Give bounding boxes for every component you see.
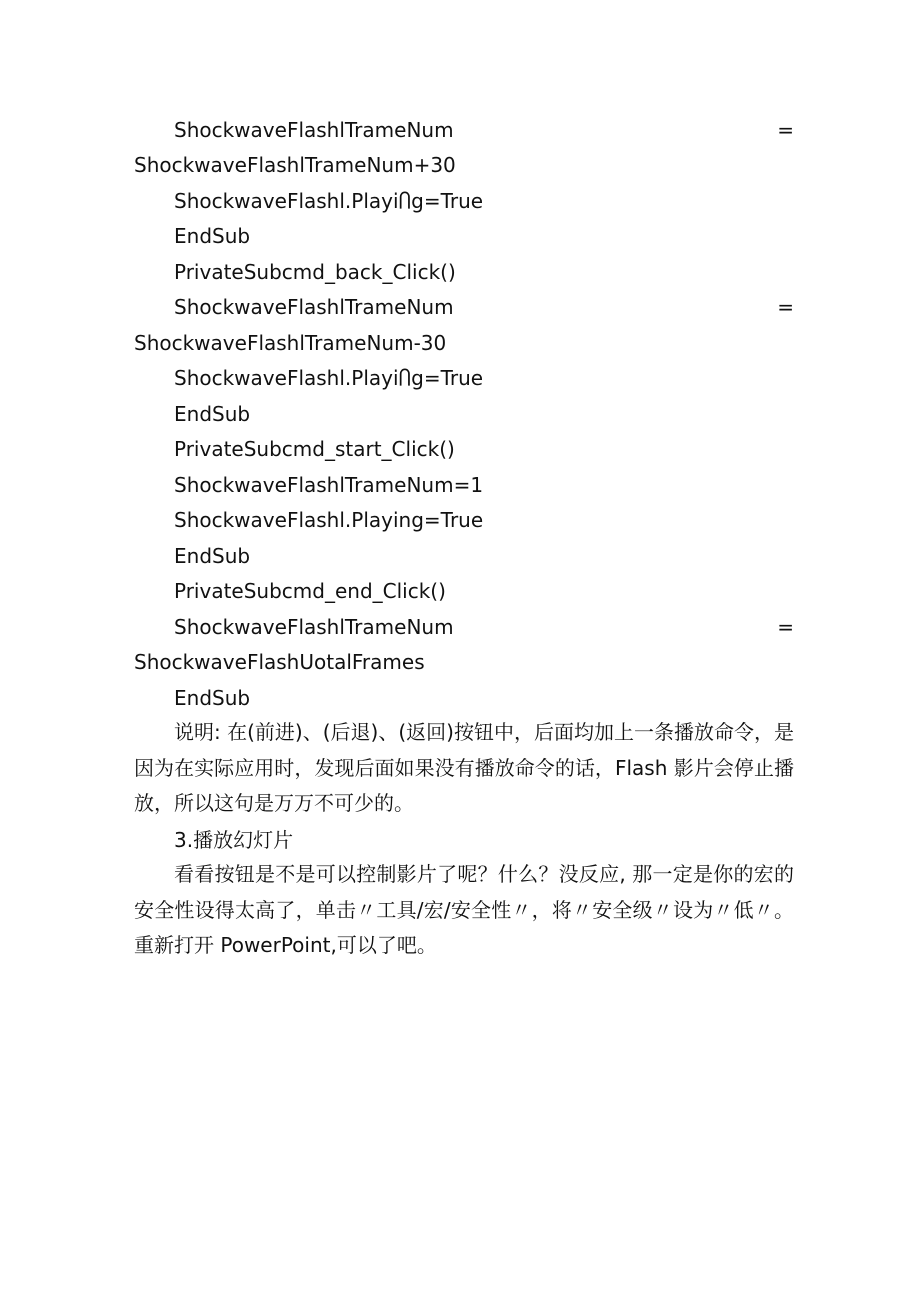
code-line: ShockwaveFlashlTrameNum+30 bbox=[134, 153, 456, 177]
code-text: = bbox=[777, 615, 794, 639]
code-text: = bbox=[777, 118, 794, 142]
code-line: ShockwaveFlashUotalFrames bbox=[134, 650, 425, 674]
code-text: ShockwaveFlashlTrameNum bbox=[174, 295, 454, 319]
code-line: EndSub bbox=[174, 402, 251, 426]
code-line bbox=[174, 112, 794, 148]
code-text: = bbox=[777, 295, 794, 319]
code-line: EndSub bbox=[174, 544, 251, 568]
code-text: ShockwaveFlashlTrameNum bbox=[174, 118, 454, 142]
code-line: ShockwaveFlashl.Playing=True bbox=[174, 508, 484, 532]
code-line: ShockwaveFlashl.PlayiႶg=True bbox=[174, 366, 484, 390]
section-heading: 3.播放幻灯片 bbox=[174, 828, 294, 852]
code-line: PrivateSubcmd_end_Click() bbox=[174, 579, 446, 603]
note-paragraph: 说明: 在(前进)、(后退)、(返回)按钮中，后面均加上一条播放命令，是因为在实际应用时，发现后面如果没有播放命令的话，Flash 影片会停止播放，所以这句是万万不可少的。 bbox=[134, 720, 794, 815]
code-line: EndSub bbox=[174, 224, 251, 248]
code-line: ShockwaveFlashlTrameNum=1 bbox=[174, 473, 484, 497]
body-paragraph: 看看按钮是不是可以控制影片了呢？什么？没反应, 那一定是你的宏的安全性设得太高了，单击〃工具/宏/安全性〃，将〃安全级〃设为〃低〃。重新打开 PowerPoint,可以了吧。 bbox=[134, 862, 794, 957]
code-line: PrivateSubcmd_back_Click() bbox=[174, 260, 456, 284]
code-text: ShockwaveFlashlTrameNum bbox=[174, 615, 454, 639]
code-line: PrivateSubcmd_start_Click() bbox=[174, 437, 455, 461]
code-line: ShockwaveFlashl.PlayiႶg=True bbox=[174, 189, 484, 213]
code-line bbox=[174, 609, 794, 645]
code-line: EndSub bbox=[174, 686, 251, 710]
code-line bbox=[174, 289, 794, 325]
code-line: ShockwaveFlashlTrameNum-30 bbox=[134, 331, 447, 355]
